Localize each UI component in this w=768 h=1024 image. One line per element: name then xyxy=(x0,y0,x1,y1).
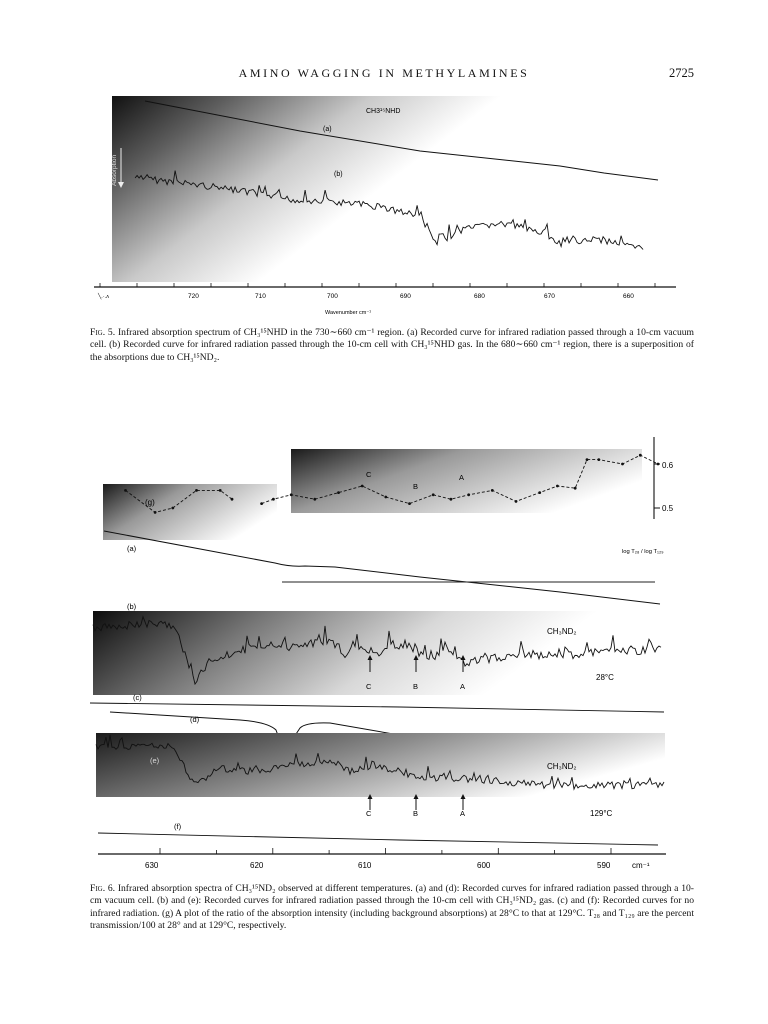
fig5-y-axis-label: Absorption xyxy=(111,154,118,186)
fig5-tick-label-700: 700 xyxy=(327,293,338,300)
fig6-ratio-tick-label-05: 0.5 xyxy=(662,504,674,513)
fig6-g-data-point xyxy=(657,463,660,466)
fig6-curve-c xyxy=(90,703,664,712)
fig6-g-data-point xyxy=(574,487,577,490)
fig6-ratio-tick-label-06: 0.6 xyxy=(662,461,674,470)
figure-6-caption xyxy=(90,883,694,933)
fig6-x-ticks xyxy=(160,848,611,854)
fig6-g-data-point xyxy=(491,489,494,492)
fig6-tick-label-620: 620 xyxy=(250,861,264,870)
fig5-tick-label-670: 670 xyxy=(544,293,555,300)
fig6-curve-f xyxy=(98,833,658,845)
running-title: AMINO WAGGING IN METHYLAMINES xyxy=(238,66,530,80)
fig6-temperature-28: 28°C xyxy=(596,673,614,682)
fig5-curve-a-label: (a) xyxy=(323,126,332,133)
fig6-g-data-point xyxy=(639,454,642,457)
fig6-g-data-point xyxy=(597,458,600,461)
fig5-tick-label-680: 680 xyxy=(474,293,485,300)
fig6-peak-label-a-28: A xyxy=(460,682,466,691)
fig6-g-left-background xyxy=(103,484,277,540)
figure-6-caption-text: Infrared absorption spectra of CH₃¹⁵ND₂ observed at different temperatures. (a) and (d): Recorded curves for infrared radiation passed through a 10-cm vacuum cell. (b) and (e): Recorded curves for infrared radiation passed through the 10-cm cell with CH₃¹⁵ND₂ gas. (c) and (f): Recorded curves for no infrared radiation. (g) A plot of the ratio of the absorption intensity (including background absorptions) at 28°C to that at 129°C. T₂₈ and T₁₂₉ are the percent transmission/100 at 28° and at 129°C, respectively. xyxy=(90,883,694,932)
fig6-label-b: (b) xyxy=(127,602,137,611)
fig6-g-data-point xyxy=(556,485,559,488)
fig6-label-d: (d) xyxy=(190,715,200,724)
fig6-curve-a xyxy=(104,531,660,604)
fig6-g-data-point xyxy=(467,493,470,496)
fig6-peak-label-b-28: B xyxy=(413,682,419,691)
fig5-tick-label-690: 690 xyxy=(400,293,411,300)
fig6-g-right-background xyxy=(291,449,642,513)
fig6-g-data-point xyxy=(450,498,453,501)
figure-5-caption-text: Infrared absorption spectrum of CH₃¹⁵NHD in the 730∼660 cm⁻¹ region. (a) Recorded curve for infrared radiation passed through a 10-cm vacuum cell. (b) Recorded curve for infrared radiation passed through the 10-cm cell with CH₃¹⁵NHD gas. In the 680∼660 cm⁻¹ region, there is a superposition of the absorptions due to CH₃¹⁵ND₂. xyxy=(90,327,695,363)
fig6-compound-label-28: CH₃ND₂ xyxy=(547,627,577,636)
fig6-g-data-point xyxy=(290,493,293,496)
fig6-tick-label-590: 590 xyxy=(597,861,611,870)
fig6-g-data-point xyxy=(621,463,624,466)
fig6-g-data-point xyxy=(515,500,518,503)
fig6-g-data-point xyxy=(313,498,316,501)
fig5-x-axis-title: Wavenumber cm⁻¹ xyxy=(325,310,372,316)
fig6-g-data-point xyxy=(538,491,541,494)
fig6-ratio-axis-label: log T₂₈ / log T₁₂₉ xyxy=(622,549,664,555)
fig6-tick-label-600: 600 xyxy=(477,861,491,870)
fig6-g-data-point xyxy=(432,493,435,496)
fig6-g-data-point xyxy=(586,458,589,461)
fig6-tick-label-610: 610 xyxy=(358,861,372,870)
fig5-tick-label-710: 710 xyxy=(255,293,266,300)
fig6-label-a: (a) xyxy=(127,544,137,553)
fig6-g-data-point xyxy=(272,498,275,501)
fig6-x-unit: cm⁻¹ xyxy=(632,861,650,870)
fig6-g-data-point xyxy=(195,489,198,492)
fig6-g-data-point xyxy=(384,496,387,499)
fig6-g-data-point xyxy=(219,489,222,492)
figure-6-caption-label: Fig. 6. xyxy=(90,883,116,894)
fig6-g-data-point xyxy=(171,507,174,510)
fig6-ratio-label-a: A xyxy=(459,473,465,482)
fig6-peak-label-c-129: C xyxy=(366,809,372,818)
figure-5-caption-label: Fig. 5. xyxy=(90,327,116,338)
fig5-plot-background xyxy=(112,96,652,282)
fig6-b-background xyxy=(93,611,665,695)
fig6-e-background xyxy=(96,733,665,797)
fig6-g-data-point xyxy=(260,502,263,505)
page-number: 2725 xyxy=(669,66,694,80)
fig6-g-data-point xyxy=(231,498,234,501)
fig5-axis-stub: ╲.·.ʌ xyxy=(98,294,109,300)
fig6-compound-label-129: CH₃ND₂ xyxy=(547,762,577,771)
fig6-g-data-point xyxy=(408,502,411,505)
fig6-label-f: (f) xyxy=(174,822,182,831)
fig6-ratio-label-b: B xyxy=(413,482,419,491)
figure-5-caption xyxy=(90,327,694,364)
fig6-temperature-129: 129°C xyxy=(590,809,613,818)
fig6-tick-label-630: 630 xyxy=(145,861,159,870)
fig5-compound-label: CH3¹⁵NHD xyxy=(366,108,401,115)
fig6-ratio-label-c: C xyxy=(366,470,372,479)
fig5-tick-label-660: 660 xyxy=(623,293,634,300)
fig6-label-e: (e) xyxy=(150,756,160,765)
fig6-label-c: (c) xyxy=(133,693,142,702)
fig6-g-data-point xyxy=(361,485,364,488)
fig6-label-g: (g) xyxy=(145,498,155,507)
fig6-g-data-point xyxy=(124,489,127,492)
fig5-tick-label-720: 720 xyxy=(188,293,199,300)
fig6-g-data-point xyxy=(154,511,157,514)
fig5-curve-b-label: (b) xyxy=(334,171,343,178)
fig6-peak-label-a-129: A xyxy=(460,809,466,818)
fig6-peak-label-c-28: C xyxy=(366,682,372,691)
fig6-g-data-point xyxy=(337,491,340,494)
fig6-peak-label-b-129: B xyxy=(413,809,419,818)
